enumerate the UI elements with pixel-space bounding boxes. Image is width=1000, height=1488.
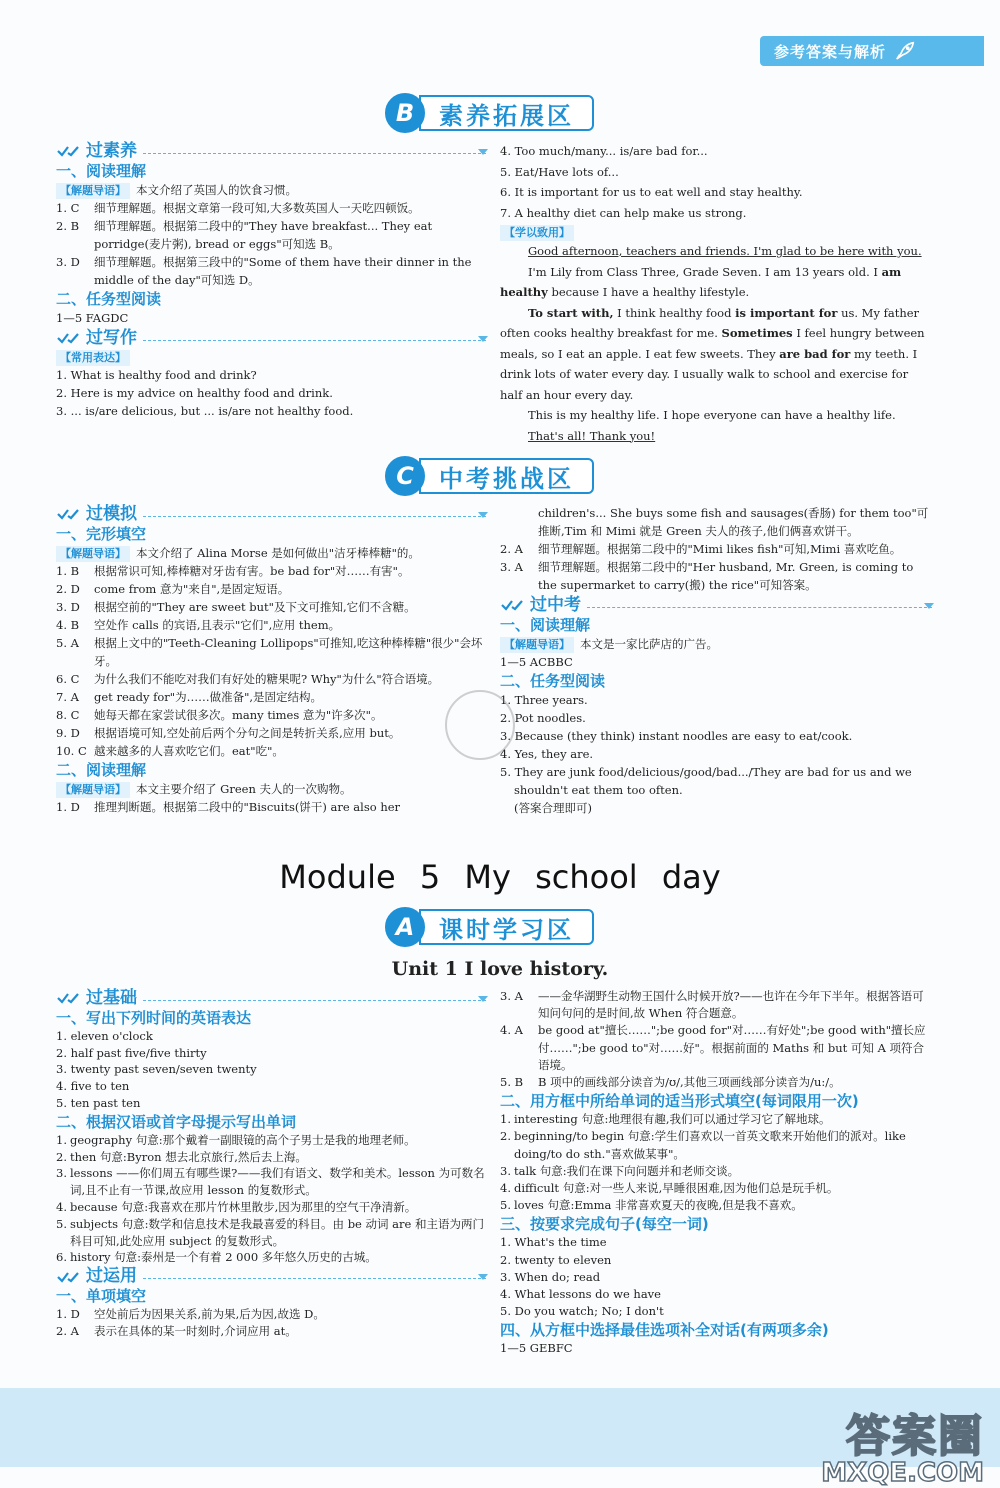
answer-item: 1. C 细节理解题。根据文章第一段可知,大多数英国人一天吃四顿饭。 [56, 201, 420, 215]
answer-item: 1. B 根据常识可知,棒棒糖对牙齿有害。be bad for"对……有害"。 [56, 564, 410, 578]
section-c-banner [385, 456, 594, 496]
word-item: 3. lessons ——你们周五有哪些课?——我们有语文、数学和美术。lesson 为可数名词,且不止有一节课,故应用 lesson 的复数形式。 [56, 1166, 485, 1198]
answer-item: 5. B B 项中的画线部分读音为/ʊ/,其他三项画线部分读音为/u:/。 [500, 1075, 841, 1090]
section-a-letter: A [385, 907, 425, 947]
section-a-right [500, 988, 932, 1358]
header-bar [760, 36, 984, 66]
answer-item: 3. D 根据空前的"They are sweet but"及下文可推知,它们不含糖。 [56, 600, 416, 614]
subsection-header [56, 329, 486, 347]
word-item: 1. geography 句意:那个戴着一副眼镜的高个子男士是我的地理老师。 [56, 1132, 416, 1147]
task-line: 2. Pot noodles. [500, 711, 586, 725]
guide: 【解题导语】 本文主要介绍了 Green 夫人的一次购物。 [56, 780, 486, 798]
answer-item: 8. C 她每天都在家尝试很多次。many times 意为"许多次"。 [56, 708, 383, 722]
answer-item: 3. D 细节理解题。根据第三段中的"Some of them have their dinner in the middle of the day"可知选 D。 [56, 255, 472, 287]
section-a-left [56, 988, 486, 1340]
part-heading: 二、任务型阅读 [56, 290, 162, 308]
fill-item: 3. talk 句意:我们在课下向问题并和老师交谈。 [500, 1163, 740, 1178]
answer-item: 1. D 空处前后为因果关系,前为果,后为因,故选 D。 [56, 1306, 325, 1321]
part-heading: 一、单项填空 [56, 1286, 147, 1305]
answer-item: 5. A 根据上文中的"Teeth-Cleaning Lollipops"可推知,吃这种棒棒糖"很少"会坏牙。 [56, 636, 483, 668]
sentence-line: 1. What's the time [500, 1235, 607, 1250]
checkmark-icon [56, 507, 82, 521]
dashed-rule [143, 1000, 486, 1001]
section-b-right [500, 141, 932, 446]
guide-tag: 【解题导语】 [56, 183, 130, 199]
checkmark-icon [56, 331, 82, 345]
section-c-letter: C [385, 456, 425, 496]
dashed-rule [143, 1278, 486, 1279]
word-item: 2. then 句意:Byron 想去北京旅行,然后去上海。 [56, 1149, 307, 1164]
section-b-title: 素养拓展区 [419, 95, 594, 131]
part-heading: 一、写出下列时间的英语表达 [56, 1008, 252, 1027]
header-label: 参考答案与解析 [774, 42, 887, 61]
answer-item: 6. C 为什么我们不能吃对我们有好处的糖果呢? Why"为什么"符合语境。 [56, 672, 440, 686]
answer-item: 2. A 表示在具体的某一时刻时,介词应用 at。 [56, 1323, 297, 1338]
unit-title: Unit 1 I love history. [391, 958, 609, 980]
continued-text: children's... She buys some fish and sausages(香肠) for them too"可推断,Tim 和 Mimi 就是 Green 夫人的孩子,他们俩喜欢饼干。 [538, 506, 929, 538]
answer-line: 1—5 GEBFC [500, 1341, 573, 1356]
note: (答案合理即可) [514, 801, 592, 815]
answer-item: 10. C 越来越多的人喜欢吃它们。eat"吃"。 [56, 744, 284, 758]
guide-text: 本文介绍了英国人的饮食习惯。 [136, 183, 297, 197]
guide: 【解题导语】 本文是一家比萨店的广告。 [500, 635, 932, 653]
task-line: 5. They are junk food/delicious/good/bad.../They are bad for us and we shouldn't eat them too often. [500, 765, 912, 797]
subsection-header [56, 1268, 486, 1285]
answer-item: 4. B 空处作 calls 的宾语,且表示"它们",应用 them。 [56, 618, 341, 632]
section-b-left [56, 140, 486, 420]
subsection-header [56, 990, 486, 1007]
time-line: 5. ten past ten [56, 1095, 141, 1110]
sentence-line: 5. Do you watch; No; I don't [500, 1304, 664, 1319]
answer-item: 2. D come from 意为"来自",是固定短语。 [56, 582, 290, 596]
watermark-url: MXQE.COM [821, 1458, 984, 1488]
fill-item: 1. interesting 句意:地理很有趣,我们可以通过学习它了解地球。 [500, 1112, 831, 1127]
answer-line: 1—5 FAGDC [56, 311, 129, 325]
section-c-title: 中考挑战区 [419, 458, 594, 494]
checkmark-icon [500, 598, 526, 612]
subsection-label: 过运用 [86, 1266, 137, 1287]
answer-item: 4. A be good at"擅长……";be good for"对……有好处";be good with"擅长应付……";be good to"对……好"。根据前面的 Maths 和 but 可知 A 项符合语境。 [500, 1023, 926, 1072]
word-item: 6. history 句意:泰州是一个有着 2 000 多年悠久历史的古城。 [56, 1250, 377, 1265]
part-heading: 二、任务型阅读 [500, 672, 606, 690]
task-line: 3. Because (they think) instant noodles are easy to eat/cook. [500, 729, 853, 743]
fill-item: 2. beginning/to begin 句意:学生们喜欢以一首英文歌来开始他们的派对。like doing/to do sth."喜欢做某事"。 [500, 1129, 906, 1161]
dashed-rule [143, 516, 486, 517]
fill-item: 4. difficult 句意:对一些人来说,早睡很困难,因为他们总是玩手机。 [500, 1181, 839, 1196]
guide [56, 181, 486, 199]
checkmark-icon [56, 144, 82, 158]
section-c-left [56, 503, 486, 816]
part-heading: 二、阅读理解 [56, 761, 147, 779]
part-heading: 二、用方框中所给单词的适当形式填空(每词限用一次) [500, 1092, 859, 1111]
part-heading: 二、根据汉语或首字母提示写出单词 [56, 1112, 297, 1131]
section-a-banner [385, 907, 594, 947]
expr-line: 6. It is important for us to eat well and stay healthy. [500, 185, 803, 199]
part-heading: 一、阅读理解 [500, 616, 591, 634]
expr-line: 4. Too much/many... is/are bad for... [500, 144, 708, 158]
subsection-label: 过模拟 [86, 504, 137, 524]
answer-item: 7. A get ready for"为……做准备",是固定结构。 [56, 690, 323, 704]
time-line: 3. twenty past seven/seven twenty [56, 1062, 257, 1077]
dashed-rule [143, 340, 486, 341]
fill-item: 5. loves 句意:Emma 非常喜欢夏天的夜晚,但是我不喜欢。 [500, 1198, 803, 1213]
dashed-rule [587, 607, 932, 608]
sample-essay: Good afternoon, teachers and friends. I'm glad to be here with you. I'm Lily from Class Three, Grade Seven. I am 13 years old. I am healthy because I have a healthy lifestyle. To start with, I think healthy food is important for us. My father often cooks healthy breakfast for me. Sometimes I feel hungry between meals, so I eat an apple. I eat few sweets. They are bad for my teeth. I drink lots of water every day. I usually walk to school and exercise for half an hour every day. This is my healthy life. I hope everyone can have a healthy life. That's all! Thank you! [500, 244, 925, 443]
answer-item: 2. B 细节理解题。根据第二段中的"They have breakfast... They eat porridge(麦片粥), bread or eggs"可知选 B。 [56, 219, 433, 251]
task-line: 4. Yes, they are. [500, 747, 594, 761]
part-heading: 一、阅读理解 [56, 162, 147, 180]
answer-item: 3. A ——金华湖野生动物王国什么时候开放?——也许在今年下半年。根据答语可知问句问的是时间,故 When 符合题意。 [500, 989, 924, 1021]
subsection-label: 过中考 [530, 595, 581, 615]
word-item: 4. because 句意:我喜欢在那片竹林里散步,因为那里的空气干净清新。 [56, 1199, 417, 1214]
subsection-label: 过写作 [86, 328, 137, 348]
answer-item: 9. D 根据语境可知,空处前后两个分句之间是转折关系,应用 but。 [56, 726, 401, 740]
subsection-label: 过基础 [86, 988, 137, 1008]
subsection-header [56, 142, 486, 160]
sentence-line: 3. When do; read [500, 1269, 601, 1284]
part-heading: 一、完形填空 [56, 525, 147, 543]
guide: 【解题导语】 本文介绍了 Alina Morse 是如何做出"洁牙棒棒糖"的。 [56, 544, 486, 562]
checkmark-icon [56, 1270, 82, 1284]
apply-tag: 【学以致用】 [500, 225, 574, 241]
section-a-title: 课时学习区 [419, 909, 594, 945]
part-heading: 四、从方框中选择最佳选项补全对话(有两项多余) [500, 1321, 829, 1340]
rocket-icon [894, 40, 916, 62]
sentence-line: 4. What lessons do we have [500, 1287, 661, 1302]
watermark-logo: 答案圈 [846, 1411, 984, 1462]
sentence-line: 2. twenty to eleven [500, 1252, 612, 1267]
expr-tag: 【常用表达】 [56, 350, 130, 366]
answer-item: 2. A 细节理解题。根据第二段中的"Mimi likes fish"可知,Mimi 喜欢吃鱼。 [500, 542, 902, 556]
answer-item: 1. D 推理判断题。根据第二段中的"Biscuits(饼干) are also her [56, 800, 401, 814]
answer-line: 1—5 ACBBC [500, 655, 573, 669]
expr-line: 3. ... is/are delicious, but ... is/are not healthy food. [56, 404, 354, 418]
expr-line: 7. A healthy diet can help make us strong. [500, 205, 747, 220]
time-line: 4. five to ten [56, 1079, 130, 1094]
section-b-banner [385, 93, 594, 133]
checkmark-icon [56, 991, 82, 1005]
expr-line: 1. What is healthy food and drink? [56, 368, 257, 382]
expr-line: 2. Here is my advice on healthy food and drink. [56, 386, 333, 400]
expr-line: 5. Eat/Have lots of... [500, 164, 619, 179]
section-c-right [500, 504, 932, 817]
part-heading: 三、按要求完成句子(每空一词) [500, 1215, 709, 1234]
module-title: Module 5 My school day [279, 858, 721, 896]
answer-item: 3. A 细节理解题。根据第二段中的"Her husband, Mr. Green, is coming to the supermarket to carry(搬) the rice"可知答案。 [500, 560, 914, 592]
time-line: 1. eleven o'clock [56, 1028, 153, 1043]
subsection-label: 过素养 [86, 141, 137, 161]
subsection-header [500, 596, 932, 614]
time-line: 2. half past five/five thirty [56, 1045, 207, 1060]
section-b-letter: B [385, 93, 425, 133]
dashed-rule [143, 153, 486, 154]
task-line: 1. Three years. [500, 693, 588, 707]
essay-p1: Good afternoon, teachers and friends. I'm glad to be here with you. [528, 244, 922, 258]
word-item: 5. subjects 句意:数学和信息技术是我最喜爱的科目。由 be 动词 are 和主语为两门科目可知,此处应用 subject 的复数形式。 [56, 1216, 484, 1248]
stamp-seal [445, 690, 515, 760]
subsection-header [56, 505, 486, 523]
watermark [821, 1400, 984, 1488]
